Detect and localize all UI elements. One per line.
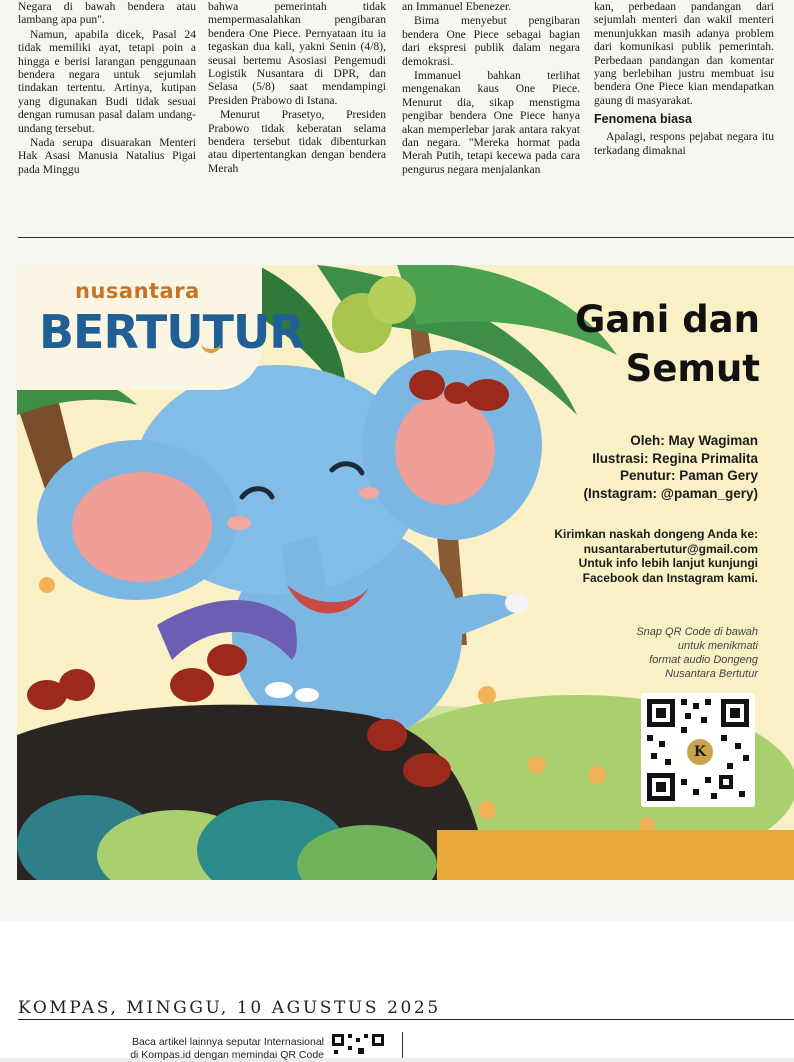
article-column-3	[402, 0, 580, 222]
submission-line: Facebook dan Instagram kami.	[582, 570, 758, 585]
paragraph: Immanuel bahkan terlihat mengenakan kaus One Piece. Menurut dia, sikap menstigma pengibar bendera One Piece hanya akan memperlebar jarak antara rakyat dan negara. "Mereka hormat pada Merah Putih, tetapi kecewa pada cara pengurus negara menjalankan	[402, 69, 580, 176]
narrator-credit: Penutur: Paman Gery	[619, 468, 758, 483]
submission-email: nusantarabertutur@gmail.com	[583, 541, 758, 556]
qr-instruction-line: Snap QR Code di bawah	[636, 626, 758, 638]
submission-line: Kirimkan naskah dongeng Anda ke:	[554, 527, 758, 541]
instagram-handle: (Instagram: @paman_gery)	[583, 485, 758, 501]
paragraph: Namun, apabila dicek, Pasal 24 tidak memiliki ayat, tetapi poin a hingga e berisi larangan penggunaan bendera negara untuk sejumlah tindakan tertentu. Artinya, kutipan yang digunakan Budi tidak sesuai dengan rumusan pasal dalam undang-undang tersebut.	[18, 27, 196, 135]
author-credit: Oleh: May Wagiman	[630, 433, 758, 448]
brand-name-small: nusantara	[75, 279, 200, 303]
section-divider	[18, 237, 794, 238]
story-title	[575, 295, 760, 393]
paragraph: Apalagi, respons pejabat negara itu terkadang dimaknai	[594, 130, 774, 157]
qr-instructions	[636, 625, 758, 681]
qr-instruction-line: Nusantara Bertutur	[665, 668, 758, 680]
subheading: Fenomena biasa	[594, 112, 692, 127]
paragraph: Negara di bawah bendera atau lambang apa pun".	[18, 0, 196, 27]
footer-note	[98, 1036, 324, 1062]
nusantara-bertutur-banner	[17, 265, 794, 880]
qr-instruction-line: untuk menikmati	[677, 640, 758, 652]
brand-logo	[17, 265, 304, 390]
footer-qr-code-icon[interactable]	[330, 1032, 386, 1058]
paragraph: Bima menyebut pengibaran bendera One Piece sebagai bagian dari ekspresi publik dalam negara demokrasi.	[402, 14, 580, 68]
submission-line: Untuk info lebih lanjut kunjungi	[578, 556, 758, 570]
paragraph: kan, perbedaan pandangan dari sejumlah menteri dan wakil menteri menunjukkan masih adanya problem dari komunikasi publik pemerintah. Perbedaan pandangan dan komentar yang berlebihan justru membuat isu bendera One Piece kian mendapatkan gaung di masyarakat.	[594, 0, 774, 107]
title-line: Gani dan	[574, 298, 760, 341]
paragraph: Menurut Prasetyo, Presiden Prabowo tidak keberatan selama bendera tersebut tidak dibenturkan atau dipertentangkan dengan bendera Merah	[208, 108, 386, 175]
paragraph: Nada serupa disuarakan Menteri Hak Asasi Manusia Natalius Pigai pada Minggu	[18, 136, 196, 176]
kompas-logo-badge: K	[685, 737, 715, 767]
story-credits	[584, 432, 758, 502]
masthead-date: KOMPAS, MINGGU, 10 AGUSTUS 2025	[18, 998, 441, 1018]
audio-qr-code[interactable]	[641, 693, 755, 807]
paragraph: an Immanuel Ebenezer.	[402, 0, 512, 13]
qr-instruction-line: format audio Dongeng	[649, 654, 758, 666]
title-line: Semut	[625, 347, 760, 390]
masthead-divider	[18, 1019, 794, 1020]
paragraph: bahwa pemerintah tidak mempermasalahkan pengibaran bendera One Piece. Pernyataan itu ia tegaskan dua kali, yakni Senin (4/8), seusai bertemu Asosiasi Pengemudi Logistik Nusantara di DPR, dan Selasa (5/8) saat mendampingi Presiden Prabowo di Istana.	[208, 0, 386, 107]
article-column-4	[594, 0, 774, 222]
submission-info	[554, 527, 758, 585]
article-column-2	[208, 0, 386, 222]
footer-note-line: Baca artikel lainnya seputar Internasional	[131, 1036, 324, 1048]
article-column-1	[18, 0, 196, 222]
footer-note-line: di Kompas.id dengan memindai QR Code	[130, 1049, 324, 1061]
brand-name-big: BERTUTUR	[39, 305, 304, 359]
footer-divider	[402, 1032, 403, 1058]
illustrator-credit: Ilustrasi: Regina Primalita	[592, 450, 758, 466]
